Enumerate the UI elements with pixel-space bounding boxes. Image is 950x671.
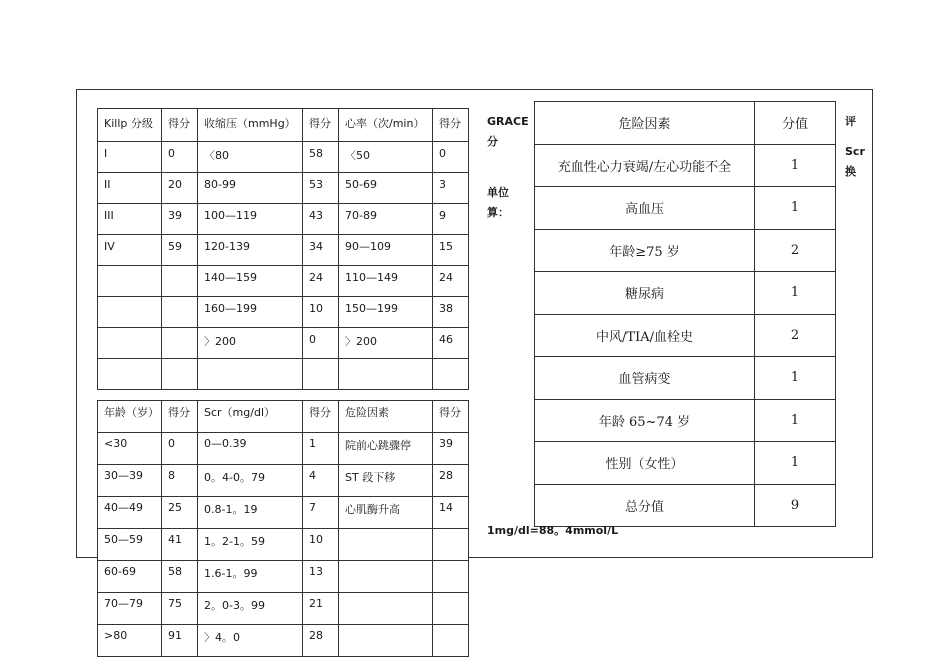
table-cell [198, 359, 303, 390]
table-cell: 15 [433, 235, 469, 266]
table-cell: 34 [303, 235, 339, 266]
table-cell [339, 561, 433, 593]
table-cell: 1 [755, 399, 836, 442]
table-cell: 总分值 [535, 484, 755, 527]
table-cell: I [98, 142, 162, 173]
table-cell: III [98, 204, 162, 235]
table-cell: 91 [162, 625, 198, 657]
table-row [535, 314, 836, 357]
table-cell: 25 [162, 497, 198, 529]
table-row [535, 442, 836, 485]
table-cell: 60-69 [98, 561, 162, 593]
header-row [98, 109, 469, 142]
table-row [535, 272, 836, 315]
table-cell: 58 [162, 561, 198, 593]
table-cell [433, 359, 469, 390]
header-cell: 危险因素 [535, 102, 755, 145]
table-cell: 0—0.39 [198, 433, 303, 465]
table-cell: 80-99 [198, 173, 303, 204]
table-row [535, 484, 836, 527]
table-cell: 21 [303, 593, 339, 625]
table-row [98, 297, 469, 328]
grace-label [487, 112, 529, 152]
table-cell: 1 [303, 433, 339, 465]
table-cell [433, 593, 469, 625]
right-label-line3: 换 [845, 165, 856, 178]
age-scr-risk-table [97, 400, 469, 657]
right-label [845, 112, 865, 182]
table-cell: ST 段下移 [339, 465, 433, 497]
header-cell: 得分 [162, 401, 198, 433]
table-row [98, 328, 469, 359]
grace-label-line1: GRACE [487, 115, 529, 128]
table-row [98, 235, 469, 266]
table-cell [98, 266, 162, 297]
cha2ds2-vasc-table [534, 101, 836, 527]
header-cell: 得分 [303, 109, 339, 142]
table-cell: 150—199 [339, 297, 433, 328]
table-cell: 110—149 [339, 266, 433, 297]
grace-label-line2: 分 [487, 135, 498, 148]
table-cell: 10 [303, 297, 339, 328]
table-cell: 7 [303, 497, 339, 529]
table-cell: 59 [162, 235, 198, 266]
unit-label-line1: 单位 [487, 186, 509, 199]
table-cell: 10 [303, 529, 339, 561]
table-cell [339, 593, 433, 625]
table-cell [162, 266, 198, 297]
table-cell: 心肌酶升高 [339, 497, 433, 529]
table-row [535, 357, 836, 400]
table-cell: 3 [433, 173, 469, 204]
table-row [535, 399, 836, 442]
table-row [98, 529, 469, 561]
table-cell [162, 359, 198, 390]
table-cell [98, 297, 162, 328]
table-cell: 43 [303, 204, 339, 235]
table-cell: II [98, 173, 162, 204]
table-cell: 〉200 [339, 328, 433, 359]
unit-label [487, 183, 509, 223]
conversion-note: 1mg/dl=88。4mmol/L [487, 524, 619, 537]
table-cell: 0 [162, 433, 198, 465]
table-cell [162, 328, 198, 359]
table-cell: 41 [162, 529, 198, 561]
header-cell: Scr（mg/dl） [198, 401, 303, 433]
table-cell: IV [98, 235, 162, 266]
table-row [535, 229, 836, 272]
table-cell: >80 [98, 625, 162, 657]
table-cell: 2 [755, 314, 836, 357]
table-cell: 高血压 [535, 187, 755, 230]
table-cell: 30—39 [98, 465, 162, 497]
table-cell [339, 625, 433, 657]
table-cell: 58 [303, 142, 339, 173]
table-cell: 1 [755, 272, 836, 315]
table-cell: 0。4-0。79 [198, 465, 303, 497]
header-cell: 心率（次/min） [339, 109, 433, 142]
table-cell: 9 [755, 484, 836, 527]
table-row [98, 142, 469, 173]
table-row [98, 204, 469, 235]
table-row [98, 359, 469, 390]
table-cell [433, 561, 469, 593]
right-label-line1: 评 [845, 115, 856, 128]
header-cell: 收缩压（mmHg） [198, 109, 303, 142]
table-row [535, 144, 836, 187]
table-cell: 院前心跳骤停 [339, 433, 433, 465]
header-cell: 分值 [755, 102, 836, 145]
table-row [98, 561, 469, 593]
table-cell: 4 [303, 465, 339, 497]
unit-label-line2: 算： [487, 206, 509, 219]
killip-bp-hr-table [97, 108, 469, 390]
table-cell: 年龄≥75 岁 [535, 229, 755, 272]
header-cell: 得分 [433, 401, 469, 433]
table-cell: 0 [303, 328, 339, 359]
table-row [98, 497, 469, 529]
table-row [98, 465, 469, 497]
table-cell: 70-89 [339, 204, 433, 235]
table-row [98, 433, 469, 465]
table-cell: 2。0-3。99 [198, 593, 303, 625]
table-cell: 〉4。0 [198, 625, 303, 657]
table-cell: 9 [433, 204, 469, 235]
table-cell: 53 [303, 173, 339, 204]
table-cell: 140—159 [198, 266, 303, 297]
table-cell: 40—49 [98, 497, 162, 529]
table-cell: 1 [755, 187, 836, 230]
table-cell: 20 [162, 173, 198, 204]
table-cell: 中风/TIA/血栓史 [535, 314, 755, 357]
table-cell: 160—199 [198, 297, 303, 328]
table-cell: 2 [755, 229, 836, 272]
table-cell: 年龄 65~74 岁 [535, 399, 755, 442]
table-row [535, 187, 836, 230]
table-cell: 100—119 [198, 204, 303, 235]
table-row [98, 173, 469, 204]
header-row [535, 102, 836, 145]
table-cell: 39 [433, 433, 469, 465]
table-cell: 1。2-1。59 [198, 529, 303, 561]
table-row [98, 625, 469, 657]
table-cell: 1.6-1。99 [198, 561, 303, 593]
table-cell: 14 [433, 497, 469, 529]
table-cell: 50-69 [339, 173, 433, 204]
table-cell: 75 [162, 593, 198, 625]
table-cell [339, 359, 433, 390]
table-cell: 50—59 [98, 529, 162, 561]
table-cell [98, 359, 162, 390]
table-cell: 0.8-1。19 [198, 497, 303, 529]
table-cell: 39 [162, 204, 198, 235]
table-cell: 性别（女性） [535, 442, 755, 485]
table-cell: 〈80 [198, 142, 303, 173]
table-cell: 〉200 [198, 328, 303, 359]
table-cell: 13 [303, 561, 339, 593]
header-cell: 危险因素 [339, 401, 433, 433]
table-cell: 120-139 [198, 235, 303, 266]
table-cell [303, 359, 339, 390]
header-cell: Killp 分级 [98, 109, 162, 142]
table-row [98, 593, 469, 625]
table-cell: 糖尿病 [535, 272, 755, 315]
table-cell: 24 [433, 266, 469, 297]
table-cell [162, 297, 198, 328]
table-cell: 0 [162, 142, 198, 173]
table-row [98, 266, 469, 297]
table-cell: 28 [303, 625, 339, 657]
header-row [98, 401, 469, 433]
table-cell: 70—79 [98, 593, 162, 625]
table-cell: 90—109 [339, 235, 433, 266]
table-cell [433, 529, 469, 561]
table-cell: 28 [433, 465, 469, 497]
table-cell: 0 [433, 142, 469, 173]
table-cell [433, 625, 469, 657]
table-cell: 充血性心力衰竭/左心功能不全 [535, 144, 755, 187]
table-cell: 24 [303, 266, 339, 297]
table-cell: 1 [755, 442, 836, 485]
header-cell: 得分 [303, 401, 339, 433]
table-cell: 1 [755, 144, 836, 187]
header-cell: 年龄（岁） [98, 401, 162, 433]
table-cell: 38 [433, 297, 469, 328]
right-label-line2: Scr [845, 145, 865, 158]
table-cell [98, 328, 162, 359]
table-cell: <30 [98, 433, 162, 465]
header-cell: 得分 [162, 109, 198, 142]
table-cell: 46 [433, 328, 469, 359]
table-cell: 〈50 [339, 142, 433, 173]
table-cell: 8 [162, 465, 198, 497]
table-cell [339, 529, 433, 561]
table-cell: 1 [755, 357, 836, 400]
table-cell: 血管病变 [535, 357, 755, 400]
header-cell: 得分 [433, 109, 469, 142]
